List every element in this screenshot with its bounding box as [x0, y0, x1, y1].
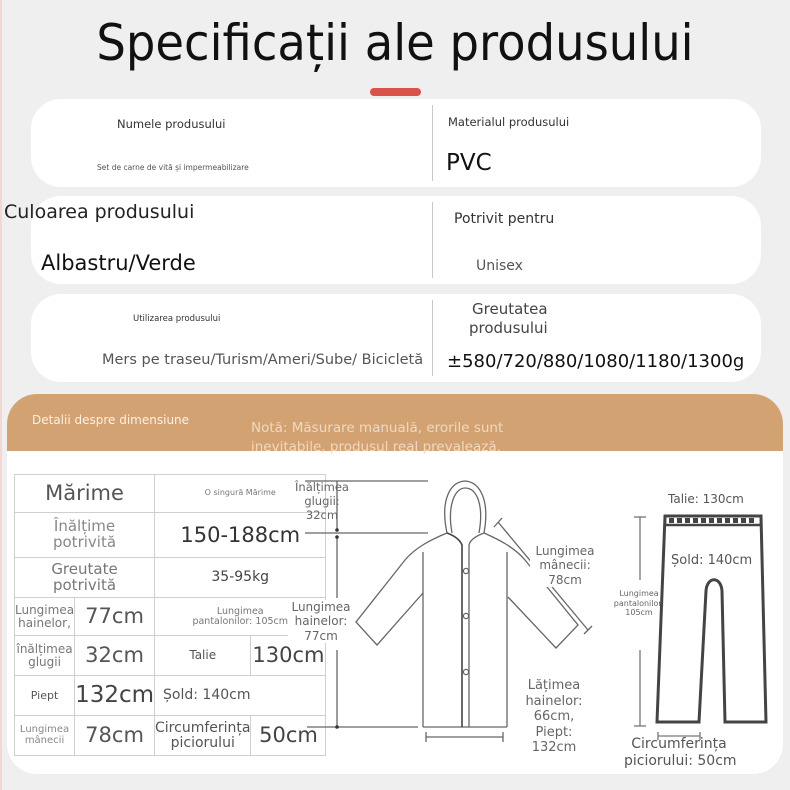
- waist-value: 130cm: [252, 643, 325, 668]
- size-label: Mărime: [45, 481, 124, 506]
- label-line: Înălțimea: [295, 480, 349, 494]
- leg-value: 50cm: [259, 723, 318, 748]
- weight-range-value: 35-95kg: [211, 569, 270, 586]
- usage-value: Mers pe traseu/Turism/Ameri/Sube/ Bicicletă: [102, 352, 424, 368]
- label-line: piciorului: 50cm: [624, 752, 737, 769]
- chest-value: 132cm: [75, 682, 155, 709]
- height-label-1: Înălțime: [53, 517, 116, 536]
- waist-label: Talie: [189, 648, 217, 663]
- material-label: Materialul produsului: [448, 115, 570, 129]
- coat-length-label-1: Lungimea: [15, 602, 75, 617]
- height-label-2: potrivită: [52, 533, 117, 551]
- label-line: Lungimea: [619, 589, 659, 598]
- label-line: Lungimea: [535, 544, 595, 558]
- label-line: Circumferința: [631, 736, 727, 752]
- hood-label-2: glugii: [28, 654, 61, 669]
- coat-length-label: [288, 600, 354, 643]
- label-line: pantalonilor:: [613, 598, 665, 608]
- weight-label-line1: Greutatea: [472, 300, 548, 318]
- size-details-title: Detalii despre dimensiune: [32, 413, 190, 427]
- color-label: Culoarea produsului: [4, 201, 195, 223]
- label-line: 78cm: [548, 572, 582, 587]
- pants-hip-label: [670, 553, 753, 569]
- sleeve-label-1: Lungimea: [19, 724, 70, 735]
- label-line: glugii:: [304, 493, 340, 508]
- sleeve-value: 78cm: [85, 723, 144, 748]
- weight-label-line2: produsului: [469, 319, 548, 337]
- pants-length-label: [610, 589, 668, 618]
- hood-label-1: înălțimea: [16, 641, 73, 656]
- weight-range-label-1: Greutate: [51, 559, 118, 578]
- product-name-value: Set de carne de vită și impermeabilizare: [97, 163, 249, 172]
- leg-circumference-label: [624, 736, 737, 770]
- coat-length-value: 77cm: [85, 604, 144, 629]
- hood-height-label: [290, 481, 354, 522]
- usage-label: Utilizarea produsului: [133, 314, 221, 324]
- page-title: Specificații ale produsului: [96, 14, 694, 72]
- coat-length-label-2: hainelor,: [18, 615, 71, 630]
- sleeve-length-label: [530, 544, 600, 587]
- product-name-label: Numele produsului: [117, 117, 226, 131]
- hip-text: Șold: 140cm: [163, 687, 251, 704]
- fit-for-label: Potrivit pentru: [454, 211, 555, 227]
- label-line: 132cm: [531, 740, 577, 756]
- size-value: O singură Mărime: [204, 488, 276, 498]
- coat-width-label: [518, 678, 590, 756]
- pants-length-label-1: Lungimea: [216, 605, 264, 617]
- measurement-note: Notă: Măsurare manuală, erorile sunt inevitabile, produsul real prevalează.: [251, 420, 504, 455]
- label-line: 66cm,: [533, 709, 575, 725]
- leg-label-2: piciorului: [170, 734, 235, 751]
- color-value: Albastru/Verde: [41, 251, 196, 275]
- chest-label: Piept: [30, 688, 59, 702]
- weight-range-label-2: potrivită: [52, 575, 117, 594]
- pants-waist-label: [668, 492, 744, 506]
- label-line: Lungimea: [291, 600, 351, 614]
- label-line: 105cm: [625, 608, 653, 618]
- material-value: PVC: [446, 150, 492, 176]
- fit-for-value: Unisex: [476, 258, 523, 274]
- label-line: Talie: 130cm: [668, 492, 744, 506]
- label-line: Piept:: [535, 724, 573, 740]
- label-line: mânecii:: [539, 558, 591, 573]
- pants-length-label-2: pantalonilor: 105cm: [192, 615, 289, 627]
- weight-value: ±580/720/880/1080/1180/1300g: [447, 351, 745, 372]
- label-line: 32cm: [305, 507, 339, 522]
- height-value: 150-188cm: [180, 522, 301, 547]
- leg-label-1: Circumferința: [155, 719, 251, 736]
- label-line: Șold: 140cm: [671, 553, 753, 568]
- sleeve-label-2: mânecii: [24, 734, 65, 746]
- label-line: hainelor:: [525, 693, 583, 709]
- label-line: hainelor:: [294, 614, 348, 629]
- label-line: Lățimea: [527, 678, 581, 693]
- hood-value: 32cm: [85, 643, 144, 668]
- label-line: 77cm: [304, 628, 338, 643]
